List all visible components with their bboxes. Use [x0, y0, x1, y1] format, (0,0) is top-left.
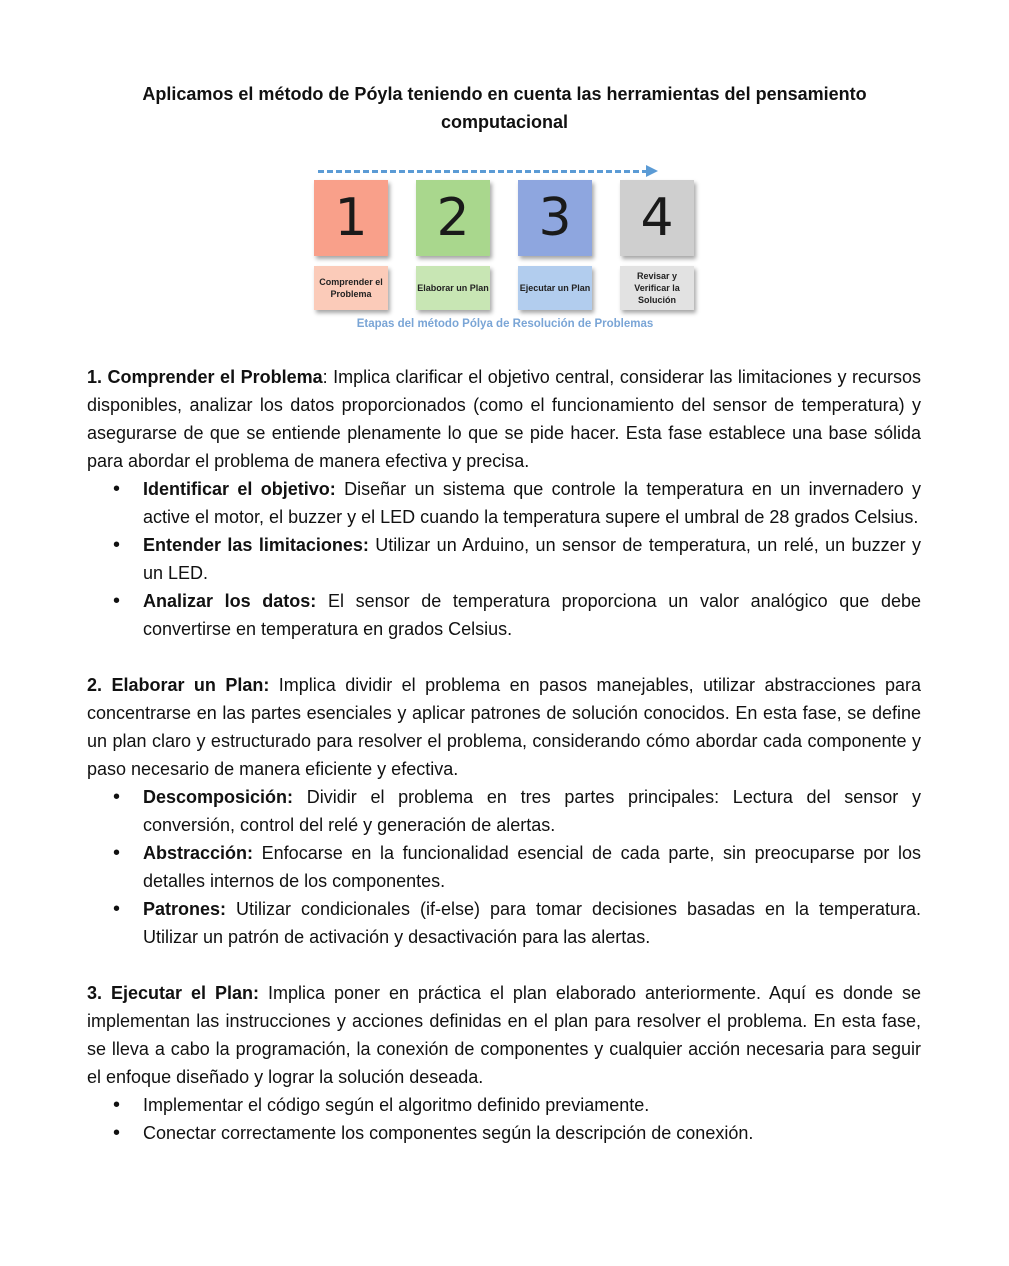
step-3	[518, 180, 592, 310]
list-item	[87, 895, 921, 951]
section-3-heading: 3. Ejecutar el Plan:	[87, 983, 259, 1003]
arrow-right-icon	[646, 165, 658, 177]
bullet-label: Abstracción:	[143, 843, 254, 863]
bullet-text: Utilizar condicionales (if-else) para tomar decisiones basadas en la temperatura. Utilizar un patrón de activación y desactivación para las alertas.	[143, 899, 921, 947]
step-1	[314, 180, 388, 310]
document-body	[87, 363, 921, 1147]
section-1-heading: 1. Comprender el Problema	[87, 367, 323, 387]
bullet-label: Patrones:	[143, 899, 227, 919]
diagram-caption: Etapas del método Pólya de Resolución de Problemas	[356, 318, 654, 330]
section-1-paragraph	[87, 363, 921, 475]
bullet-label: Identificar el objetivo:	[143, 479, 336, 499]
step-3-number: 3	[518, 180, 592, 256]
bullet-label: Entender las limitaciones:	[143, 535, 369, 555]
section-3-list	[87, 1091, 921, 1147]
bullet-label: Analizar los datos:	[143, 591, 317, 611]
dashed-arrow-line	[318, 170, 648, 173]
section-1-text: : Implica clarificar el objetivo central, considerar las limitaciones y recursos disponibles, analizar los datos proporcionados (como el funcionamiento del sensor de temperatura) y asegurarse de que se entiende plenamente lo que se pide hacer. Esta fase establece una base sólida para abordar el problema de manera efectiva y precisa.	[87, 367, 921, 471]
list-item	[87, 783, 921, 839]
list-item	[87, 531, 921, 587]
step-2-label: Elaborar un Plan	[416, 266, 490, 310]
step-4	[620, 180, 694, 310]
bullet-label: Descomposición:	[143, 787, 294, 807]
list-item	[87, 475, 921, 531]
list-item	[87, 839, 921, 895]
section-1-list	[87, 475, 921, 643]
bullet-text: Enfocarse en la funcionalidad esencial de cada parte, sin preocuparse por los detalles internos de los componentes.	[143, 843, 921, 891]
step-4-number: 4	[620, 180, 694, 256]
list-item: • Conectar correctamente los componentes según la descripción de conexión.	[87, 1119, 921, 1147]
section-3-text: Implica poner en práctica el plan elaborado anteriormente. Aquí es donde se implementan las instrucciones y acciones definidas en el plan para resolver el problema. En esta fase, se lleva a cabo la programación, la conexión de componentes y cualquier acción necesaria para seguir el enfoque diseñado y lograr la solución deseada.	[87, 983, 921, 1087]
section-2-heading: 2. Elaborar un Plan:	[87, 675, 270, 695]
bullet-text: Diseñar un sistema que controle la temperatura en un invernadero y active el motor, el buzzer y el LED cuando la temperatura supere el umbral de 28 grados Celsius.	[143, 479, 921, 527]
bullet-text: Utilizar un Arduino, un sensor de temperatura, un relé, un buzzer y un LED.	[143, 535, 921, 583]
step-1-number: 1	[314, 180, 388, 256]
list-item	[87, 587, 921, 643]
step-3-label: Ejecutar un Plan	[518, 266, 592, 310]
step-4-label: Revisar y Verificar la Solución	[620, 266, 694, 310]
step-1-label: Comprender el Problema	[314, 266, 388, 310]
section-2-list	[87, 783, 921, 951]
polya-diagram	[300, 160, 710, 340]
list-item: • Implementar el código según el algoritmo definido previamente.	[87, 1091, 921, 1119]
section-2-paragraph	[87, 671, 921, 783]
document-title: Aplicamos el método de Póyla teniendo en cuenta las herramientas del pensamiento computacional	[142, 84, 867, 132]
section-3-paragraph	[87, 979, 921, 1091]
bullet-text: Dividir el problema en tres partes principales: Lectura del sensor y conversión, control del relé y generación de alertas.	[143, 787, 921, 835]
step-2	[416, 180, 490, 310]
step-2-number: 2	[416, 180, 490, 256]
bullet-text: El sensor de temperatura proporciona un valor analógico que debe convertirse en temperatura en grados Celsius.	[143, 591, 922, 639]
section-2-text: Implica dividir el problema en pasos manejables, utilizar abstracciones para concentrarse en las partes esenciales y aplicar patrones de solución conocidos. En esta fase, se define un plan claro y estructurado para resolver el problema, considerando cómo abordar cada componente y paso necesario de manera eficiente y efectiva.	[87, 675, 921, 779]
